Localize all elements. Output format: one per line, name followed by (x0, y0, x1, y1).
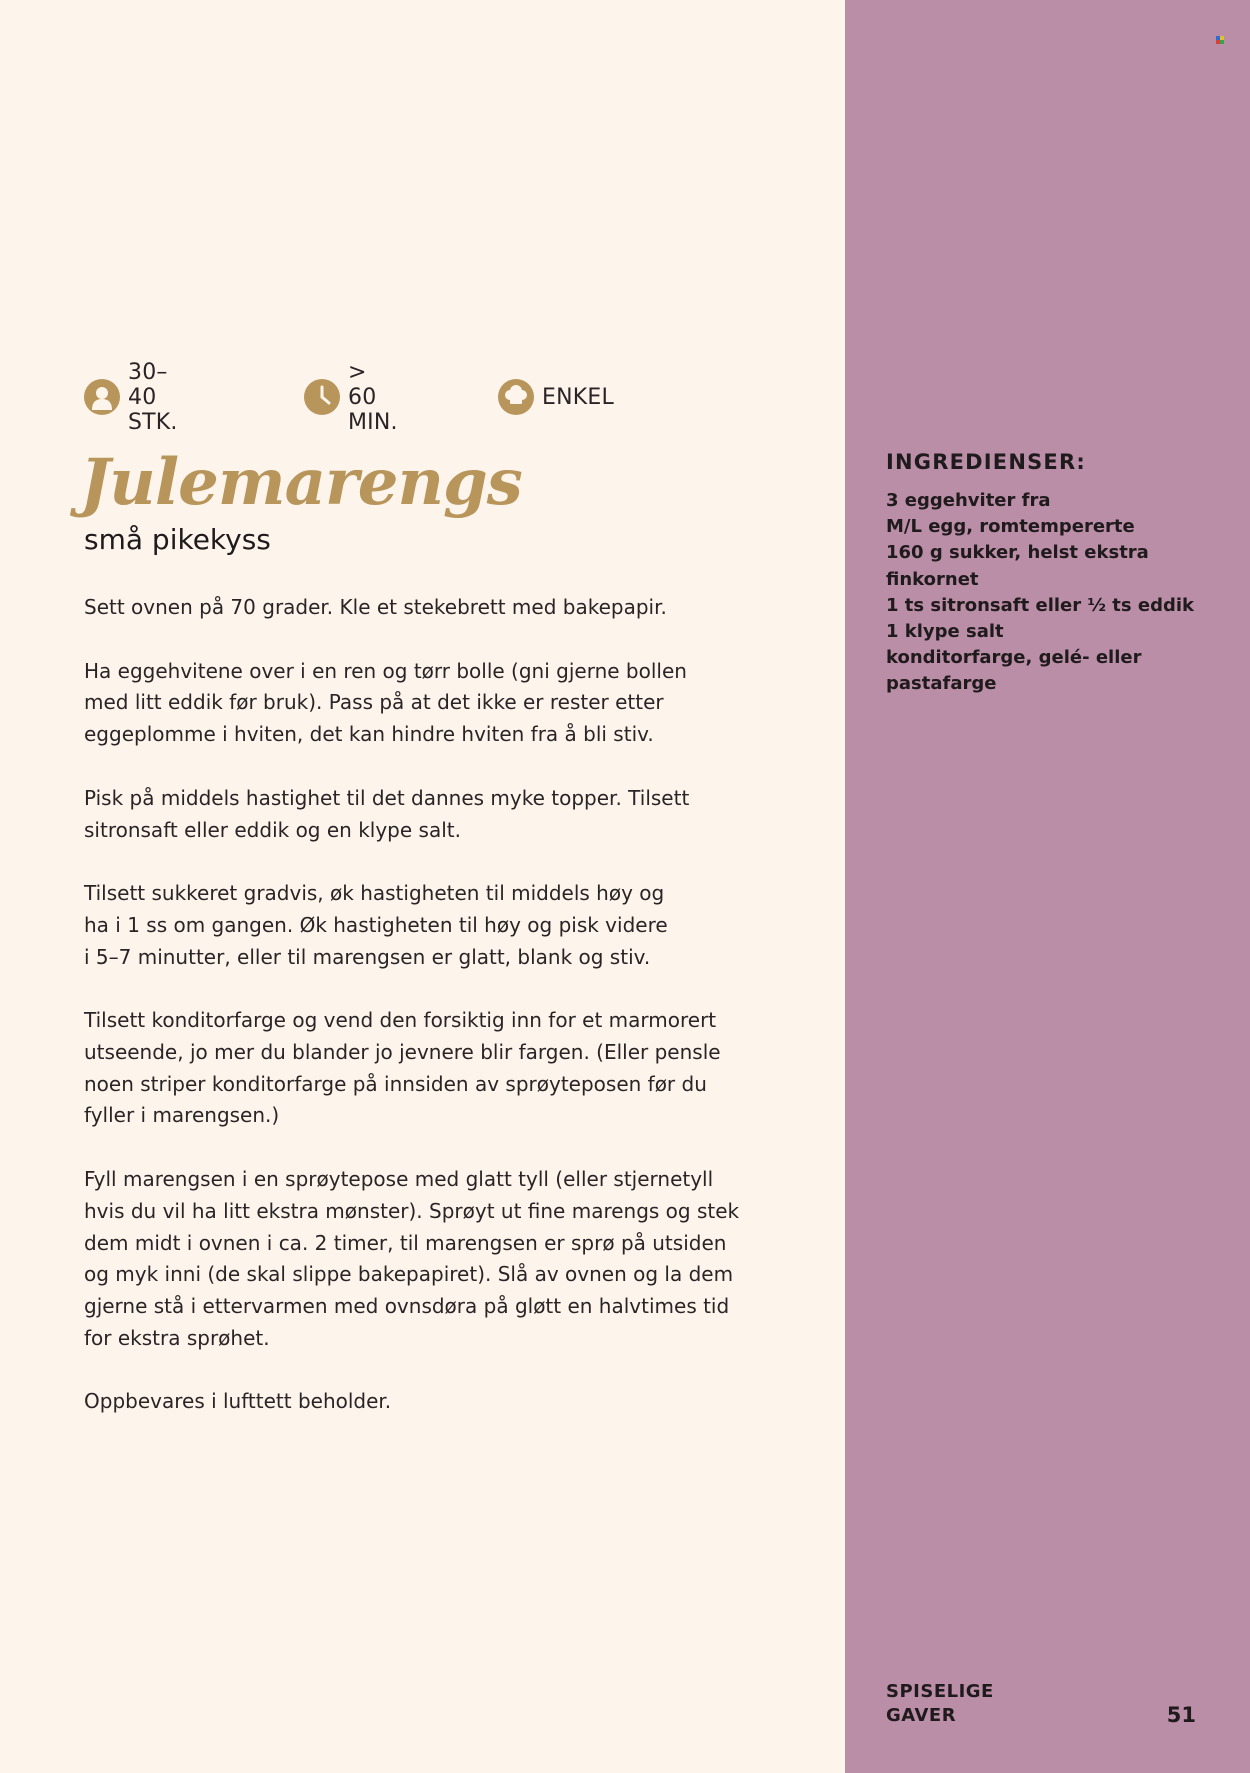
ingredient-item: konditorfarge, gelé- eller pastafarge (886, 647, 1142, 695)
person-icon (84, 379, 120, 415)
ingredient-item: 160 g sukker, helst ekstra finkornet (886, 542, 1149, 590)
time-info (304, 359, 398, 435)
recipe-subtitle: små pikekyss (84, 523, 271, 556)
servings-info (84, 359, 178, 435)
clock-icon (304, 379, 340, 415)
page-number: 51 (1166, 1703, 1196, 1727)
instruction-step: Sett ovnen på 70 grader. Kle et stekebrett med bakepapir. (84, 595, 667, 619)
instruction-step: Ha eggehvitene over i en ren og tørr bolle (gni gjerne bollen med litt eddik før bruk). Pass på at det ikke er rester etter eggeplomme i hviten, det kan hindre hviten fra å bli stiv. (84, 658, 687, 747)
difficulty-label: ENKEL (542, 384, 614, 410)
instruction-step: Oppbevares i lufttett beholder. (84, 1389, 392, 1414)
ingredients-sidebar (845, 0, 1250, 1773)
difficulty-info (498, 379, 614, 415)
ingredients-list (886, 488, 1226, 698)
instruction-step: Fyll marengsen i en sprøytepose med glatt tyll (eller stjernetyll hvis du vil ha litt ekstra mønster). Sprøyt ut fine marengs og stek dem midt i ovnen i ca. 2 timer, til marengsen er sprø på utsiden og myk inni (de skal slippe bakepapiret). Slå av ovnen og la dem gjerne stå i ettervarmen med ovnsdøra på gløtt en halvtimes tid for ekstra sprøhet. (84, 1167, 740, 1350)
ingredients-heading: INGREDIENSER: (886, 450, 1086, 474)
instruction-step: Tilsett konditorfarge og vend den forsiktig inn for et marmorert utseende, jo mer du blander jo jevnere blir fargen. (Eller pensle noen striper konditorfarge på innsiden av sprøyteposen før du fyller i marengsen.) (84, 1008, 721, 1128)
chef-hat-icon (498, 379, 534, 415)
servings-label: 30–40 STK. (128, 359, 178, 435)
print-registration-mark (1216, 36, 1224, 44)
instruction-step: Tilsett sukkeret gradvis, øk hastigheten til middels høy og ha i 1 ss om gangen. Øk hastigheten til høy og pisk videre i 5–7 minutter, eller til marengsen er glatt, blank og stiv. (84, 881, 668, 969)
instructions (84, 592, 804, 1450)
instruction-step: Pisk på middels hastighet til det dannes myke topper. Tilsett sitronsaft eller eddik og en klype salt. (84, 785, 690, 842)
ingredient-item: 1 ts sitronsaft eller ½ ts eddik (886, 594, 1194, 616)
recipe-title: Julemarengs (80, 445, 522, 520)
time-label: > 60 MIN. (348, 359, 398, 435)
ingredient-item: 1 klype salt (886, 621, 1004, 643)
ingredient-item: 3 eggehviter fra M/L egg, romtempererte (886, 490, 1135, 538)
section-name: SPISELIGE GAVER (886, 1681, 994, 1726)
